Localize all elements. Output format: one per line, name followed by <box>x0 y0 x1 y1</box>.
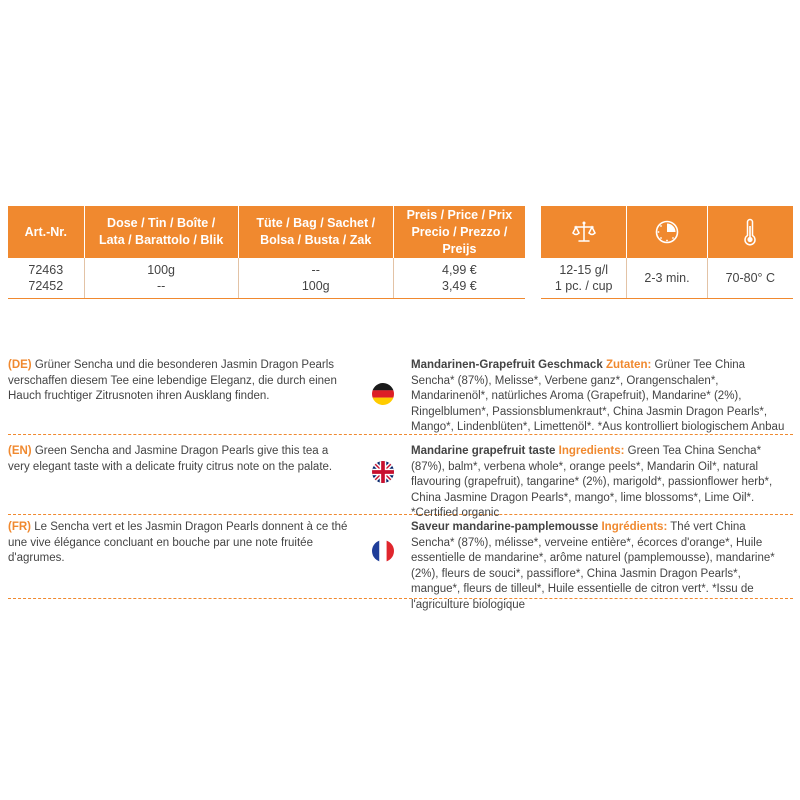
price-row1: 4,99 € <box>442 263 477 277</box>
scale-icon <box>541 206 626 258</box>
ingredients-de-text: Grüner Tee China Sencha* (87%), Melisse*, Verbene ganz*, Orangenschalen*, Mandarinenöl*, natürliches Aroma (Grapefruit), Mandarine* (2%), Ringelblumen*, Passionsblumenkraut*, China Jasmin Dragon Pearls*, Mango*, Lindenblüten*, Limettenöl*. *Aus kontrolliert biologischem Anbau <box>411 359 785 433</box>
header-price <box>393 206 525 258</box>
header-tin-line2: Lata / Barattolo / Blik <box>98 233 224 247</box>
timer-icon <box>626 206 706 258</box>
dosage-cell <box>541 258 626 298</box>
product-table-header <box>8 206 525 258</box>
description-en <box>8 444 353 475</box>
product-table-body <box>8 258 525 299</box>
art-nr-row2: 72452 <box>28 279 64 293</box>
section-fr <box>8 514 793 611</box>
brew-time: 2-3 min. <box>644 271 690 285</box>
uk-flag-icon <box>372 461 394 483</box>
temperature-cell <box>707 258 793 298</box>
header-bag-line1: Tüte / Bag / Sachet / <box>256 216 376 230</box>
ingredients-label-de: Zutaten: <box>605 359 652 371</box>
dosage-line1: 12-15 g/l <box>559 263 608 277</box>
description-de-text: Grüner Sencha und die besonderen Jasmin Dragon Pearls verschaffen diesem Tee eine lebendige Eleganz, die durch einen Hauch fruchtiger Zitrusnoten ihren Ausklang finden. <box>8 359 337 402</box>
lang-tag-de: (DE) <box>8 359 32 371</box>
header-bag-line2: Bolsa / Busta / Zak <box>260 233 372 247</box>
header-art-nr: Art.-Nr. <box>24 224 67 239</box>
brewing-table-header <box>541 206 793 258</box>
lang-tag-fr: (FR) <box>8 521 31 533</box>
art-nr-cell <box>8 258 84 298</box>
bag-row1: -- <box>311 263 320 277</box>
brewing-table <box>541 206 793 299</box>
header-bag <box>238 206 393 258</box>
section-de <box>8 354 793 435</box>
tin-row1: 100g <box>147 263 176 277</box>
ingredients-en-text: Green Tea China Sencha* (87%), balm*, verbena whole*, orange peels*, Mandarin Oil*, natural flavouring (grapefruit), tangarine* (2%), marigold*, passionflower herb*, China Jasmine Dragon Pearls*, mango*, lime blossoms*, Lime Oil*. *Certified organic <box>411 445 773 519</box>
ingredients-en <box>411 444 791 522</box>
header-price-line2: Precio / Prezzo / Preijs <box>411 224 508 256</box>
ingredients-label-fr: Ingrédients: <box>601 521 668 533</box>
france-flag-icon <box>372 540 394 562</box>
bag-row2: 100g <box>301 279 330 293</box>
bag-cell <box>238 258 393 298</box>
germany-flag-icon <box>372 383 394 405</box>
header-tin-line1: Dose / Tin / Boîte / <box>107 216 216 230</box>
brew-time-cell <box>626 258 706 298</box>
price-row2: 3,49 € <box>442 279 477 293</box>
description-fr <box>8 520 353 567</box>
art-nr-row1: 72463 <box>28 263 64 277</box>
flavour-de: Mandarinen-Grapefruit Geschmack <box>411 359 603 371</box>
description-en-text: Green Sencha and Jasmine Dragon Pearls give this tea a very elegant taste with a delicate fruity citrus note on the palate. <box>8 445 333 473</box>
lang-tag-en: (EN) <box>8 445 32 457</box>
flavour-en: Mandarine grapefruit taste <box>411 445 556 457</box>
ingredients-label-en: Ingredients: <box>558 445 625 457</box>
price-cell <box>393 258 525 298</box>
tin-row2: -- <box>156 279 166 293</box>
thermometer-icon <box>707 206 793 258</box>
description-fr-text: Le Sencha vert et les Jasmin Dragon Pearls donnent à ce thé une vive élégance concluant en bouche par une note fruitée d'agrumes. <box>8 521 348 564</box>
ingredients-de <box>411 358 791 436</box>
header-price-line1: Preis / Price / Prix <box>406 207 513 222</box>
temperature: 70-80° C <box>725 271 776 285</box>
ingredients-fr <box>411 520 791 613</box>
section-en <box>8 434 793 519</box>
tin-cell <box>84 258 238 298</box>
dosage-line2: 1 pc. / cup <box>554 279 613 293</box>
flavour-fr: Saveur mandarine-pamplemousse <box>411 521 599 533</box>
header-tin <box>84 206 238 258</box>
brewing-table-body <box>541 258 793 299</box>
description-de <box>8 358 353 405</box>
product-table <box>8 206 525 299</box>
ingredients-fr-text: Thé vert China Sencha* (87%), mélisse*, verveine entière*, écorces d'orange*, Huile essentielle de mandarine*, arôme naturel (pamplemousse), mandarine* (2%), fleurs de souci*, passiflore*, China Jasmin Dragon Pearls*, mangue*, fleurs de tilleul*, Huile essentielle de citron vert*. *Issu de l'agriculture biologique <box>411 521 775 611</box>
